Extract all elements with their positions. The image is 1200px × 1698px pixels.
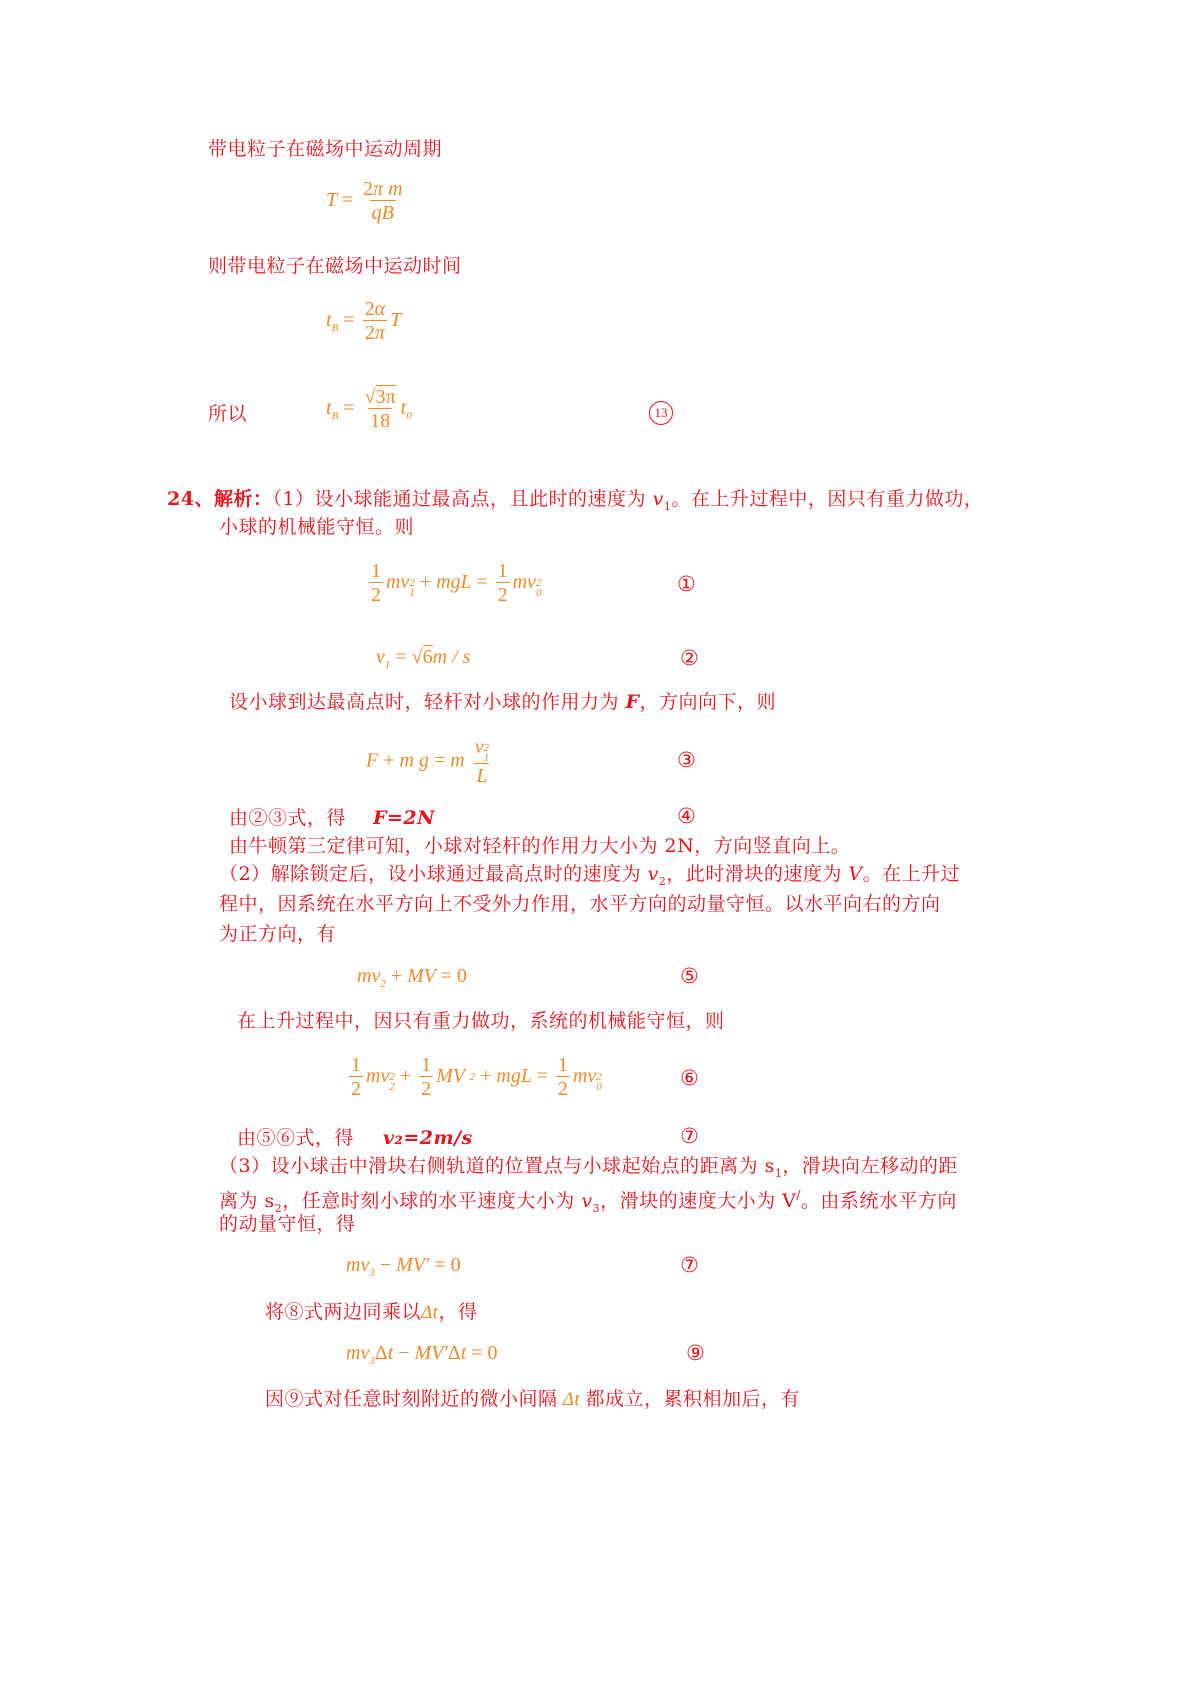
text-time-intro: 则带电粒子在磁场中运动时间 [208,255,462,277]
formula-period: T = $\frac{\text{2π m}}{qB}$ [326,178,403,224]
question-24-line-8: 为正方向，有 [219,923,337,945]
question-24-line-6: （2）解除锁定后，设小球通过最高点时的速度为 $v_2$，此时滑块的速度为 V。在上升过 [219,863,961,888]
equation-marker-6: ⑥ [680,1066,699,1090]
text-therefore: 所以 [208,403,248,425]
formula-time: $t_B$ = $\frac{2\alpha}{2\pi}$ T [326,298,402,344]
question-24-line-15: 因⑨式对任意时刻附近的微小间隔 Δt 都成立，累积相加后，有 [265,1388,800,1410]
question-24-line-14: 将⑧式两边同乘以Δt，得 [265,1301,478,1323]
question-24-line-4: 由②③式，得 [229,807,347,829]
equation-marker-1: ① [677,572,696,596]
text-period-intro: 带电粒子在磁场中运动周期 [208,138,443,160]
equation-marker-3: ③ [677,748,696,772]
question-24-line-1: 24、解析：（1）设小球能通过最高点，且此时的速度为 $v_1$。在上升过程中，因只有重力做功， [167,488,984,513]
formula-energy-1: $\frac{1}{2}$ mv 2 1 + mgL = $\frac{1}{2}$ mv 2 0 [371,560,542,606]
formula-velocity-1: $v_1 = √6m / s$ [376,646,471,671]
question-24-line-3: 设小球到达最高点时，轻杆对小球的作用力为 F，方向向下，则 [229,691,777,713]
formula-energy-2: $\frac{1}{2}$ mv 2 2 + $\frac{1}{2}$ MV 2 + mgL = $\frac{1}{2}$ mv 2 0 [351,1054,602,1100]
question-24-line-2: 小球的机械能守恒。则 [219,516,415,538]
question-24-line-11: （3）设小球击中滑块右侧轨道的位置点与小球起始点的距离为 $s_1$，滑块向左移动的距 [219,1155,958,1180]
equation-marker-4: ④ [677,804,696,828]
formula-result-time: $t_B$ = $\frac{√3\pi}{18}$ $t_0$ [326,386,412,432]
question-24-line-7: 程中，因系统在水平方向上不受外力作用，水平方向的动量守恒。以水平向右的方向 [219,893,941,915]
equation-marker-2: ② [680,646,699,670]
equation-marker-7b: ⑦ [680,1253,699,1277]
equation-marker-9: ⑨ [686,1341,705,1365]
question-24-line-9: 在上升过程中，因只有重力做功，系统的机械能守恒，则 [237,1010,725,1032]
equation-marker-13: 13 [649,401,673,425]
formula-momentum-dt: $mv_3\Delta t - MV'\Delta t = 0$ [346,1342,498,1367]
question-24-line-12: 离为 $s_2$，任意时刻小球的水平速度大小为 $v_3$，滑块的速度大小为 V/。由系统水平方向 [219,1188,957,1215]
formula-momentum-any-time: $mv_3 - MV' = 0$ [346,1254,461,1279]
formula-force: F + m g = m v 2 1 L [366,736,490,787]
question-24-label: 24、解析： [167,488,273,510]
equation-marker-7a: ⑦ [680,1124,699,1148]
question-24-line-10: 由⑤⑥式，得 [237,1127,355,1149]
question-24-line-13: 的动量守恒，得 [219,1213,356,1235]
formula-momentum: $mv_2$ + MV = 0 [357,965,467,990]
question-24-line-5: 由牛顿第三定律可知，小球对轻杆的作用力大小为 2N，方向竖直向上。 [229,835,851,857]
result-force: F=2N [373,807,435,829]
equation-marker-5: ⑤ [680,964,699,988]
result-velocity-2: v₂=2m/s [383,1127,473,1149]
